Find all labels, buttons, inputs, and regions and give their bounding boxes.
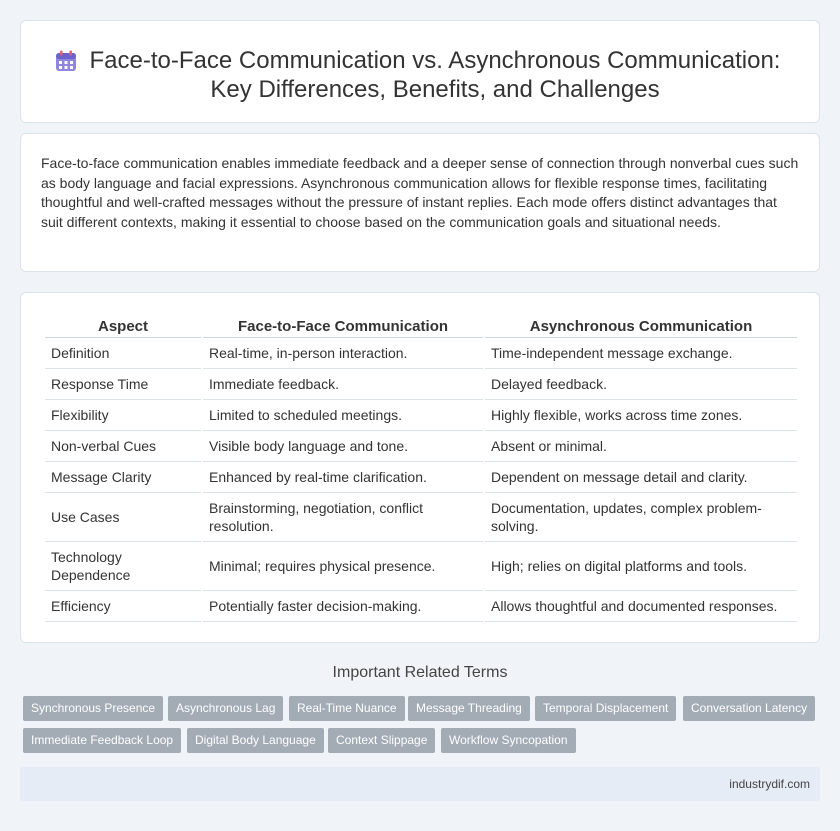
table-row: [45, 591, 797, 622]
table-cell: Documentation, updates, complex problem-solving.: [485, 493, 797, 542]
table-row: [45, 431, 797, 462]
table-cell: High; relies on digital platforms and tools.: [485, 542, 797, 591]
table-cell: Time-independent message exchange.: [485, 338, 797, 369]
table-row: [45, 542, 797, 591]
table-row: [45, 462, 797, 493]
header-aspect: Aspect: [45, 314, 201, 338]
table-row: [45, 493, 797, 542]
related-term-tag[interactable]: Context Slippage: [328, 728, 435, 753]
table-cell: Non-verbal Cues: [45, 431, 201, 462]
table-cell: Real-time, in-person interaction.: [203, 338, 483, 369]
related-term-tag[interactable]: Real-Time Nuance: [289, 696, 405, 721]
header-asynchronous: Asynchronous Communication: [485, 314, 797, 338]
related-term-tag[interactable]: Digital Body Language: [187, 728, 324, 753]
table-cell: Dependent on message detail and clarity.: [485, 462, 797, 493]
related-terms-heading: Important Related Terms: [332, 664, 508, 681]
table-cell: Efficiency: [45, 591, 201, 622]
table-cell: Definition: [45, 338, 201, 369]
table-cell: Message Clarity: [45, 462, 201, 493]
table-cell: Technology Dependence: [45, 542, 201, 591]
table-header-row: [45, 314, 797, 338]
related-term-tag[interactable]: Immediate Feedback Loop: [23, 728, 181, 753]
table-cell: Absent or minimal.: [485, 431, 797, 462]
table-cell: Immediate feedback.: [203, 369, 483, 400]
intro-card: [20, 133, 820, 272]
table-cell: Limited to scheduled meetings.: [203, 400, 483, 431]
table-cell: Minimal; requires physical presence.: [203, 542, 483, 591]
comparison-table: [43, 314, 799, 622]
calendar-icon: [54, 49, 78, 73]
table-row: [45, 400, 797, 431]
table-cell: Flexibility: [45, 400, 201, 431]
table-cell: Delayed feedback.: [485, 369, 797, 400]
comparison-card: [20, 292, 820, 643]
table-cell: Response Time: [45, 369, 201, 400]
table-cell: Allows thoughtful and documented responses.: [485, 591, 797, 622]
related-term-tag[interactable]: Conversation Latency: [683, 696, 815, 721]
footer-site-link[interactable]: industrydif.com: [729, 777, 810, 791]
related-term-tag[interactable]: Message Threading: [408, 696, 530, 721]
table-cell: Enhanced by real-time clarification.: [203, 462, 483, 493]
table-cell: Visible body language and tone.: [203, 431, 483, 462]
table-cell: Potentially faster decision-making.: [203, 591, 483, 622]
related-term-tag[interactable]: Workflow Syncopation: [441, 728, 576, 753]
table-row: [45, 369, 797, 400]
header-face-to-face: Face-to-Face Communication: [203, 314, 483, 338]
table-cell: Highly flexible, works across time zones.: [485, 400, 797, 431]
related-term-tag[interactable]: Asynchronous Lag: [168, 696, 283, 721]
related-term-tag[interactable]: Synchronous Presence: [23, 696, 163, 721]
footer: [20, 767, 820, 801]
page-title: Face-to-Face Communication vs. Asynchronous Communication: Key Differences, Benefits, and Challenges: [89, 47, 781, 103]
related-term-tag[interactable]: Temporal Displacement: [535, 696, 676, 721]
intro-paragraph: Face-to-face communication enables immediate feedback and a deeper sense of connection through nonverbal cues such as body language and facial expressions. Asynchronous communication allows for flexible response times, facilitating thoughtful and well-crafted messages without the pressure of instant replies. Each mode offers distinct advantages that suit different contexts, making it essential to choose based on the communication goals and situational needs.: [41, 155, 799, 230]
table-cell: Use Cases: [45, 493, 201, 542]
title-card: [20, 20, 820, 123]
table-row: [45, 338, 797, 369]
table-cell: Brainstorming, negotiation, conflict resolution.: [203, 493, 483, 542]
